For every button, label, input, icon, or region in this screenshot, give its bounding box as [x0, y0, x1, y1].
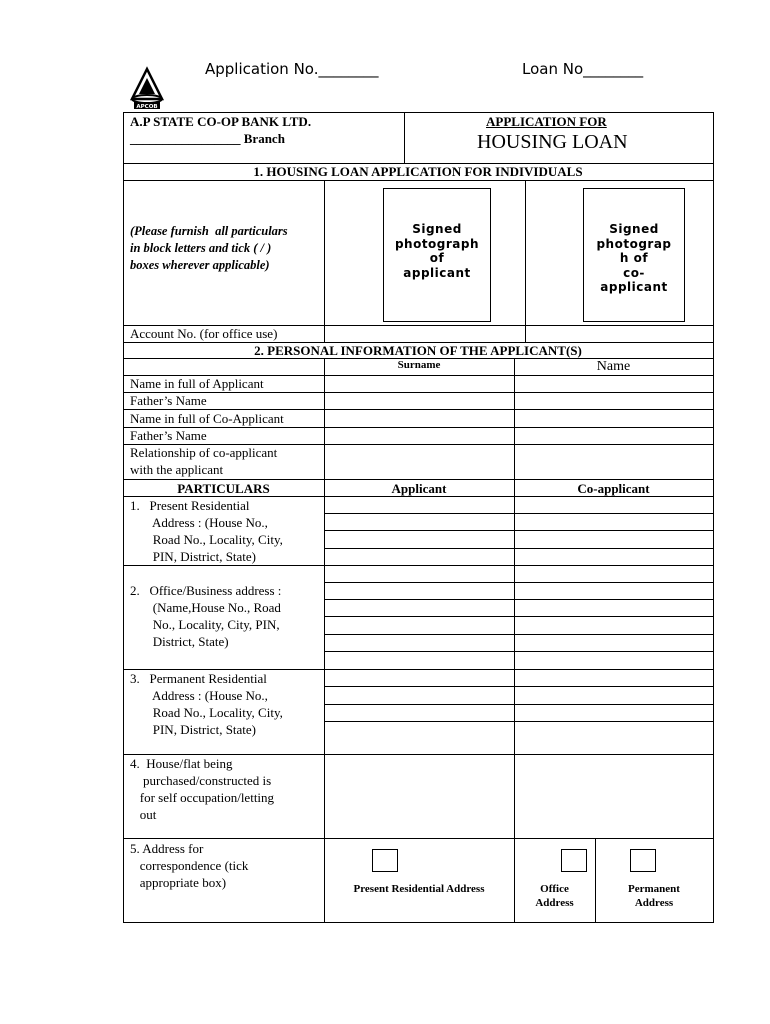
permanent-address-checkbox[interactable]	[630, 849, 656, 872]
photo-applicant-label: Signed photograph of applicant	[394, 222, 480, 280]
permanent-address-option: Permanent Address	[628, 883, 680, 909]
bank-name: A.P STATE CO-OP BANK LTD.	[130, 114, 312, 129]
coapplicant-father-label: Father’s Name	[130, 428, 207, 443]
application-for-title: APPLICATION FOR	[486, 114, 607, 129]
application-number-label: Application No.________	[205, 60, 379, 78]
office-address-option: Office Address	[535, 883, 574, 909]
housing-loan-title: HOUSING LOAN	[477, 131, 628, 153]
particulars-header: PARTICULARS	[177, 481, 270, 496]
photo-applicant-box[interactable]	[383, 188, 491, 322]
present-address-option: Present Residential Address	[353, 883, 485, 895]
applicant-name-label: Name in full of Applicant	[130, 376, 264, 391]
section1-title: 1. HOUSING LOAN APPLICATION FOR INDIVIDUALS	[253, 164, 583, 179]
coapplicant-header: Co-applicant	[577, 481, 650, 496]
account-no-label: Account No. (for office use)	[130, 326, 278, 341]
surname-header: Surname	[397, 359, 441, 371]
present-address-checkbox[interactable]	[372, 849, 398, 872]
name-header: Name	[596, 359, 631, 374]
bank-logo-text: APCOB	[136, 104, 158, 110]
coapplicant-name-label: Name in full of Co-Applicant	[130, 411, 284, 426]
permanent-address-label: 3. Permanent Residential Address : (House No., Road No., Locality, City, PIN, District, State)	[130, 671, 283, 737]
present-address-label: 1. Present Residential Address : (House No., Road No., Locality, City, PIN, District, State)	[130, 498, 283, 564]
correspondence-label: 5. Address for correspondence (tick appropriate box)	[130, 841, 249, 890]
office-address-label: 2. Office/Business address : (Name,House No., Road No., Locality, City, PIN, District, State)	[130, 583, 282, 649]
photo-coapplicant-label: Signed photograp h of co- applicant	[596, 222, 672, 294]
bank-logo	[129, 66, 165, 110]
instructions-text: (Please furnish all particulars in block letters and tick ( / ) boxes wherever applicable)	[130, 224, 288, 272]
section2-title: 2. PERSONAL INFORMATION OF THE APPLICANT(S)	[254, 343, 582, 358]
office-address-checkbox[interactable]	[561, 849, 587, 872]
relationship-label: Relationship of co-applicant with the applicant	[130, 445, 278, 477]
photo-coapplicant-box[interactable]	[583, 188, 685, 322]
loan-number-label: Loan No________	[522, 60, 644, 78]
applicant-header: Applicant	[391, 481, 447, 496]
branch-field[interactable]: _________________ Branch	[130, 131, 285, 146]
self-occupation-label: 4. House/flat being purchased/constructed is for self occupation/letting out	[130, 756, 275, 822]
applicant-father-label: Father’s Name	[130, 393, 207, 408]
